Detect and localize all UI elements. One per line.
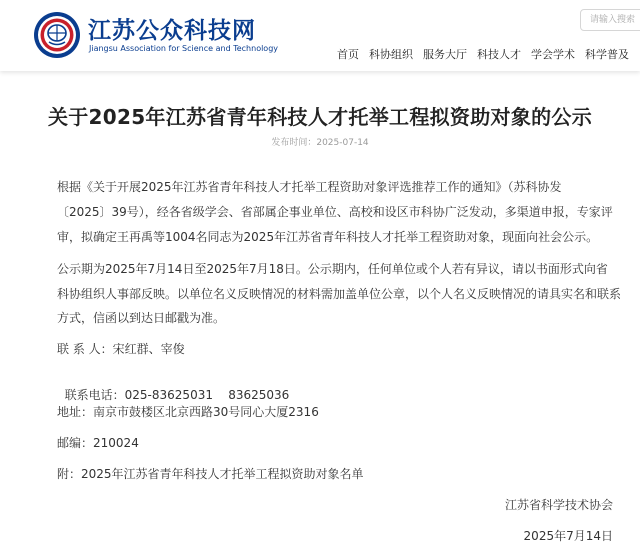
nav-talent[interactable]: 科技人才 [477, 48, 521, 61]
search-input[interactable] [580, 9, 640, 31]
nav-service-hall[interactable]: 服务大厅 [423, 48, 467, 61]
paragraph-2-line-1: 公示期为2025年7月14日至2025年7月18日。公示期内，任何单位或个人若有异议，请以书面形式向省 [57, 262, 608, 276]
attachment-label: 附： [57, 467, 82, 481]
paragraph-2-line-3: 方式，信函以到达日邮戳为准。 [57, 311, 226, 325]
contact-postcode [57, 434, 139, 451]
publish-date: 2025-07-14 [316, 138, 369, 148]
jast-emblem-icon[interactable] [33, 11, 81, 59]
nav-home[interactable]: 首页 [337, 48, 359, 61]
contact-person-label: 联 系 人： [57, 342, 113, 356]
nav-science-popularization[interactable]: 科学普及 [585, 48, 629, 61]
site-header [0, 0, 640, 71]
contact-address-label: 地址： [57, 405, 94, 419]
contact-person [57, 340, 185, 357]
nav-organization[interactable]: 科协组织 [369, 48, 413, 61]
contact-address-value: 南京市鼓楼区北京西路30号同心大厦2316 [93, 405, 319, 419]
paragraph-2-line-2: 科协组织人事部反映。以单位名义反映情况的材料需加盖单位公章，以个人名义反映情况的请具实名和联系 [57, 287, 622, 301]
contact-phone-label: 联系电话： [64, 388, 125, 402]
paragraph-1-line-2: 〔2025〕39号），经各省级学会、省部属企事业单位、高校和设区市科协广泛发动，多渠道申报，专家评 [57, 205, 613, 219]
signature-org: 江苏省科学技术协会 [504, 498, 613, 512]
contact-phone-value: 025-83625031 83625036 [124, 388, 290, 402]
contact-person-value: 宋红群、宰俊 [112, 342, 185, 356]
nav-academic[interactable]: 学会学术 [531, 48, 575, 61]
publish-label: 发布时间： [271, 138, 317, 148]
contact-postcode-label: 邮编： [57, 436, 94, 450]
paragraph-1-line-1: 根据《关于开展2025年江苏省青年科技人才托举工程资助对象评选推荐工作的通知》（苏科协发 [57, 180, 562, 194]
contact-address [57, 403, 319, 420]
attachment [57, 465, 364, 482]
site-title[interactable]: 江苏公众科技网 [88, 18, 256, 44]
publish-time [0, 135, 640, 148]
article-title: 关于2025年江苏省青年科技人才托举工程拟资助对象的公示 [47, 105, 593, 129]
signature-date: 2025年7月14日 [523, 529, 613, 543]
contact-phone [57, 372, 289, 403]
contact-postcode-value: 210024 [93, 436, 139, 450]
attachment-link[interactable]: 2025年江苏省青年科技人才托举工程拟资助对象名单 [81, 467, 364, 481]
paragraph-1-line-3: 审，拟确定王再禹等1004名同志为2025年江苏省青年科技人才托举工程资助对象，现面向社会公示。 [57, 230, 599, 244]
main-nav [337, 46, 639, 62]
site-subtitle: Jiangsu Association for Science and Technology [89, 44, 279, 53]
